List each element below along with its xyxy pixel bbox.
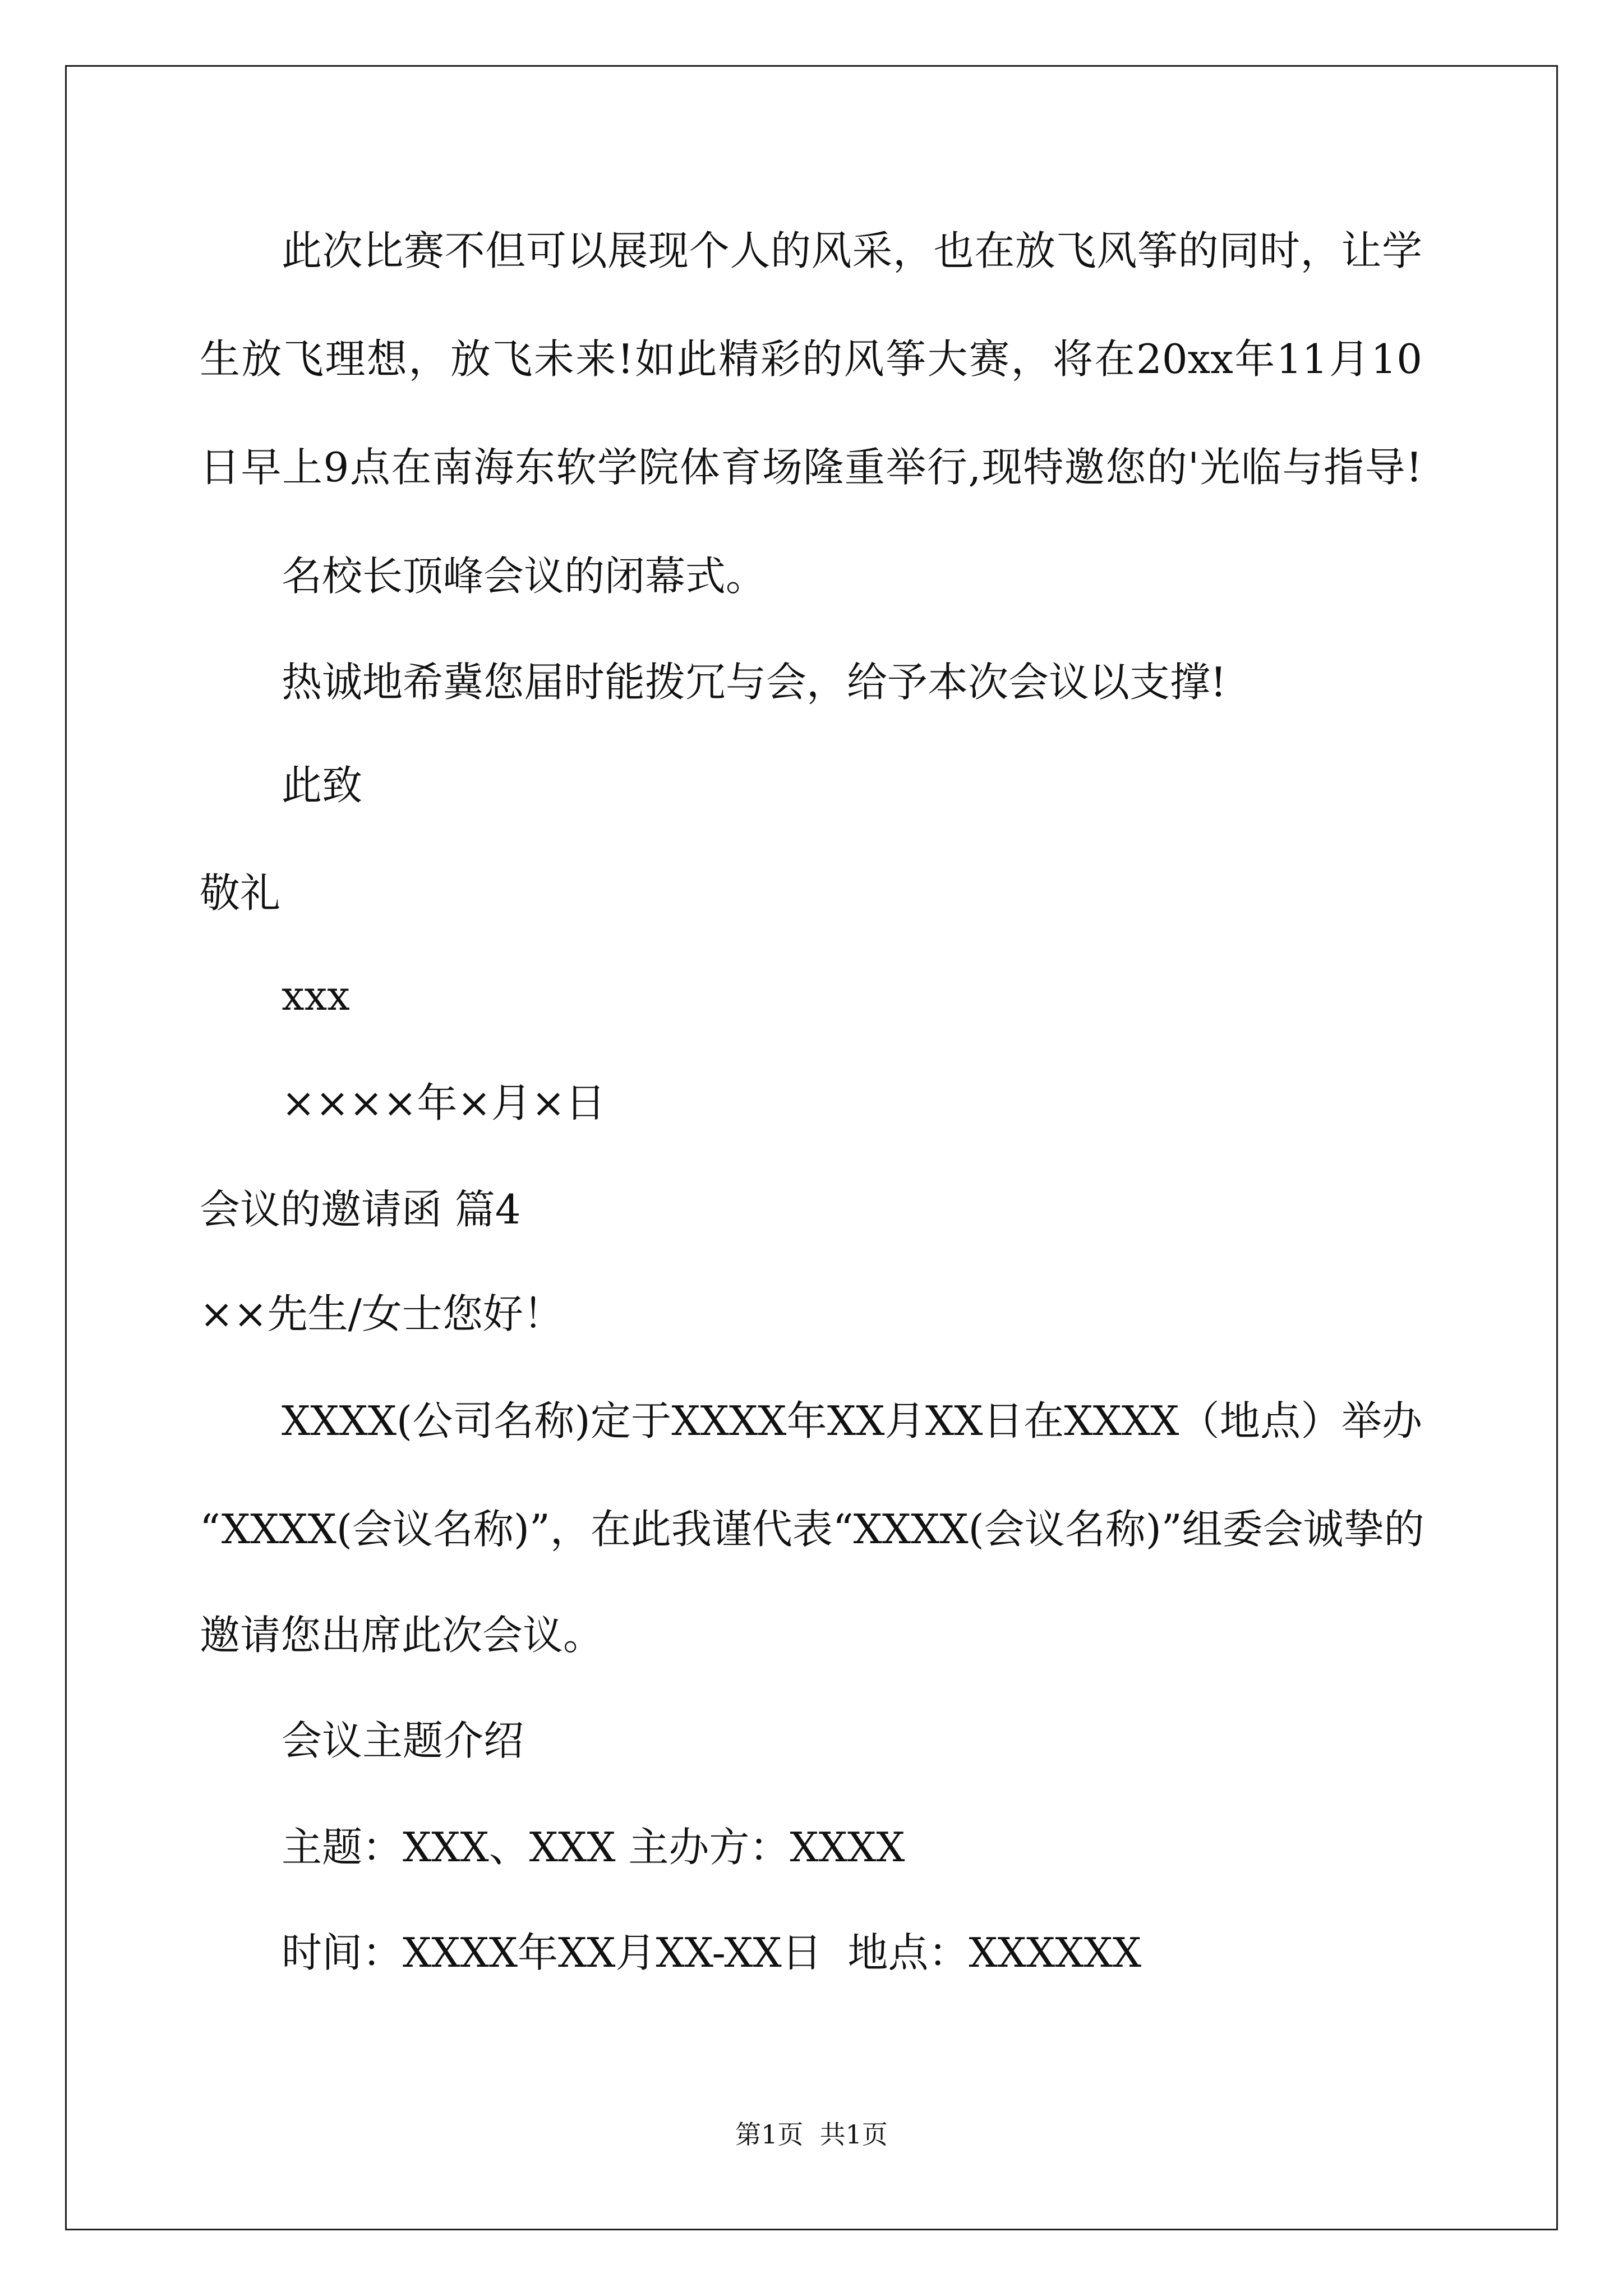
invitation-line-2: “XXXX(会议名称)”，在此我谨代表“XXXX(会议名称)”组委会诚挚的 — [200, 1506, 1424, 1553]
closing-salutation: 此致 — [282, 762, 363, 809]
paragraph-line-2: 生放飞理想，放飞未来!如此精彩的风筝大赛，将在20xx年11月10 — [200, 335, 1422, 383]
page-footer: 第1页 共1页 — [735, 2119, 888, 2150]
topic-organizer-line: 主题：XXX、XXX 主办方：XXXX — [282, 1824, 905, 1871]
invitation-line-3: 邀请您出席此次会议。 — [200, 1612, 604, 1659]
time-location-line: 时间：XXXX年XX月XX-XX日 地点：XXXXXX — [282, 1929, 1142, 1976]
paragraph-line-1: 此次比赛不但可以展现个人的风采，也在放飞风筝的同时，让学 — [282, 227, 1422, 274]
section-heading: 会议的邀请函 篇4 — [200, 1186, 521, 1233]
closing-regards: 敬礼 — [200, 869, 281, 917]
signature-name: xxx — [282, 972, 350, 1019]
page-border — [65, 65, 1558, 2230]
greeting-line: ××先生/女士您好！ — [200, 1290, 564, 1337]
paragraph-line-3: 日早上9点在南海东软学院体育场隆重举行,现特邀您的'光临与指导! — [200, 444, 1422, 491]
paragraph-line-5: 热诚地希冀您届时能拨冗与会，给予本次会议以支撑! — [282, 659, 1227, 706]
invitation-line-1: XXXX(公司名称)定于XXXX年XX月XX日在XXXX（地点）举办 — [282, 1397, 1422, 1444]
signature-date: ××××年×月×日 — [282, 1079, 606, 1126]
topic-heading: 会议主题介绍 — [282, 1717, 524, 1764]
paragraph-line-4: 名校长顶峰会议的闭幕式。 — [282, 553, 767, 600]
